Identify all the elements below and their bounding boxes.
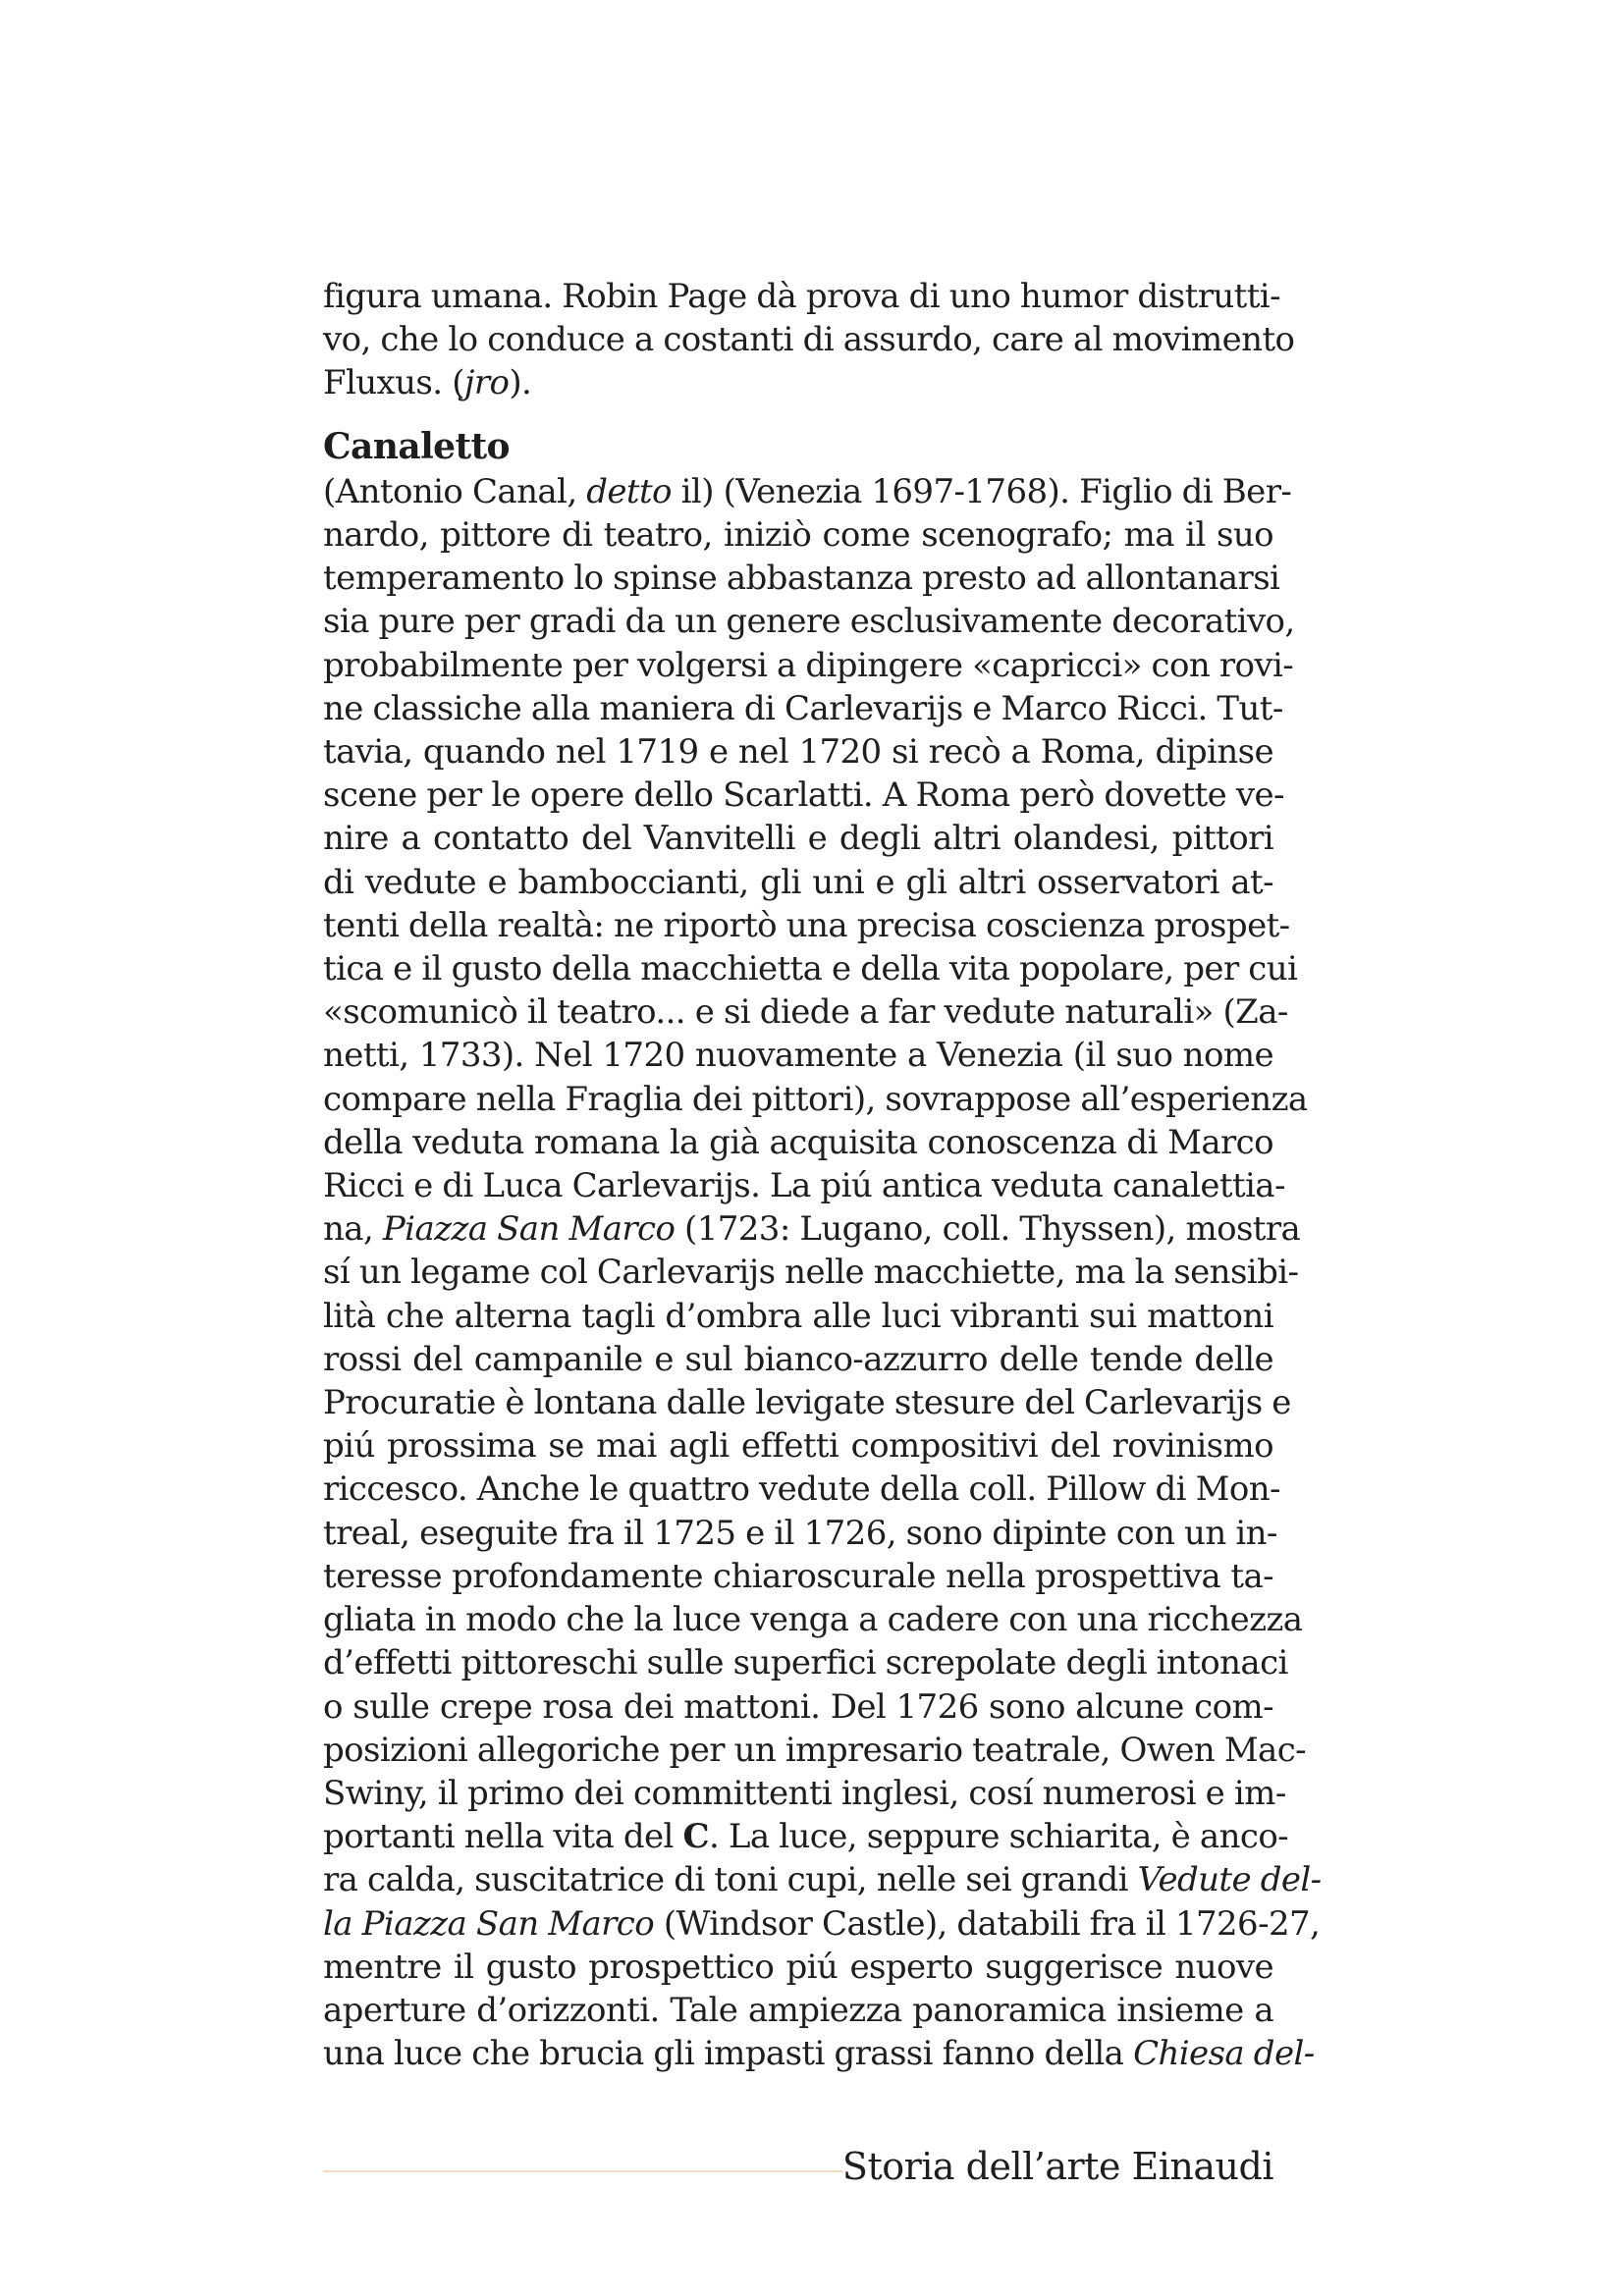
body-line: nire a contatto del Vanvitelli e degli altri olandesi, pittori: [323, 819, 1273, 859]
body-line: netti, 1733). Nel 1720 nuovamente a Venezia (il suo nome: [323, 1036, 1273, 1076]
body-line: sí un legame col Carlevarijs nelle macchiette, ma la sensibi-: [323, 1253, 1299, 1293]
body-line: scene per le opere dello Scarlatti. A Roma però dovette ve-: [323, 775, 1284, 816]
body-line: probabilmente per volgersi a dipingere «capricci» con rovi-: [323, 645, 1294, 685]
body-line: Swiny, il primo dei committenti inglesi, cosí numerosi e im-: [323, 1773, 1286, 1813]
body-line: nardo, pittore di teatro, iniziò come scenografo; ma il suo: [323, 515, 1273, 556]
author-initials: jro: [463, 363, 510, 403]
body-line: gliata in modo che la luce venga a cadere con una ricchezza: [323, 1600, 1303, 1640]
body-line: una luce che brucia gli impasti grassi fanno della Chiesa del-: [323, 2034, 1315, 2074]
body-line: o sulle crepe rosa dei mattoni. Del 1726 sono alcune com-: [323, 1686, 1273, 1727]
body-line: compare nella Fraglia dei pittori), sovrappose all’esperienza: [323, 1079, 1308, 1119]
entry-abbreviation: C: [682, 1817, 709, 1857]
body-line: Fluxus. (jro).: [323, 363, 532, 403]
body-line: piú prossima se mai agli effetti compositivi del rovinismo: [323, 1426, 1273, 1467]
body-line: d’effetti pittoreschi sulle superfici screpolate degli intonaci: [323, 1643, 1288, 1683]
body-line: teresse profondamente chiaroscurale nella prospettiva ta-: [323, 1556, 1273, 1596]
body-line: portanti nella vita del C. La luce, seppure schiarita, è anco-: [323, 1817, 1289, 1857]
body-line: tica e il gusto della macchietta e della vita popolare, per cui: [323, 949, 1298, 989]
body-line: tenti della realtà: ne riportò una precisa coscienza prospet-: [323, 905, 1290, 945]
body-line: Procuratie è lontana dalle levigate stesure del Carlevarijs e: [323, 1383, 1291, 1423]
body-line: ra calda, suscitatrice di toni cupi, nelle sei grandi Vedute del-: [323, 1860, 1322, 1900]
body-line: posizioni allegoriche per un impresario teatrale, Owen Mac-: [323, 1730, 1307, 1770]
body-line: temperamento lo spinse abbastanza presto ad allontanarsi: [323, 559, 1280, 599]
footer-rule: [323, 2170, 843, 2172]
entry-title: Canaletto: [323, 425, 510, 467]
body-line: della veduta romana la già acquisita conoscenza di Marco: [323, 1122, 1273, 1162]
article-body: [323, 275, 1322, 2075]
footer-title: Storia dell’arte Einaudi: [841, 2145, 1273, 2188]
body-line: (Antonio Canal, detto il) (Venezia 1697-1768). Figlio di Ber-: [323, 471, 1292, 511]
body-line: ne classiche alla maniera di Carlevarijs e Marco Ricci. Tut-: [323, 688, 1283, 728]
body-line: mentre il gusto prospettico piú esperto suggerisce nuove: [323, 1947, 1273, 1987]
body-line: na, Piazza San Marco (1723: Lugano, coll. Thyssen), mostra: [323, 1209, 1301, 1250]
body-line: vo, che lo conduce a costanti di assurdo, care al movimento: [323, 320, 1295, 360]
body-line: rossi del campanile e sul bianco-azzurro delle tende delle: [323, 1339, 1273, 1379]
body-line: Ricci e di Luca Carlevarijs. La piú antica veduta canalettia-: [323, 1166, 1285, 1206]
body-line: riccesco. Anche le quattro vedute della coll. Pillow di Mon-: [323, 1469, 1280, 1510]
body-line: aperture d’orizzonti. Tale ampiezza panoramica insieme a: [323, 1990, 1273, 2030]
body-line: «scomunicò il teatro... e si diede a far vedute naturali» (Za-: [323, 992, 1288, 1033]
body-line: sia pure per gradi da un genere esclusivamente decorativo,: [323, 602, 1295, 642]
body-line: lità che alterna tagli d’ombra alle luci vibranti sui mattoni: [323, 1296, 1273, 1336]
body-line: la Piazza San Marco (Windsor Castle), databili fra il 1726-27,: [323, 1903, 1321, 1944]
body-line: treal, eseguite fra il 1725 e il 1726, sono dipinte con un in-: [323, 1513, 1277, 1553]
body-line: di vedute e bamboccianti, gli uni e gli altri osservatori at-: [323, 862, 1273, 902]
body-line: tavia, quando nel 1719 e nel 1720 si recò a Roma, dipinse: [323, 732, 1273, 773]
body-line: figura umana. Robin Page dà prova di uno humor distrutti-: [323, 277, 1280, 316]
